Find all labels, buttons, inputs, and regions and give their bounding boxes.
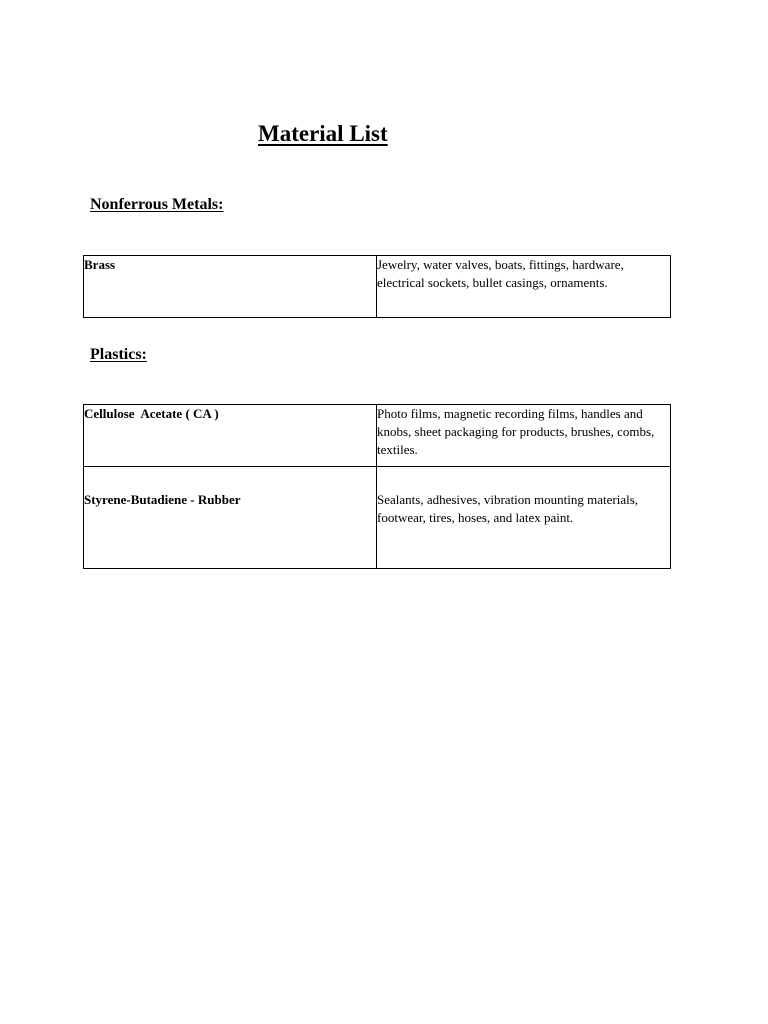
plastics-table <box>83 404 671 569</box>
section-heading-plastics: Plastics: <box>90 346 147 363</box>
document-title: Material List <box>258 121 388 146</box>
material-name-cell: Cellulose Acetate ( CA ) <box>84 405 377 467</box>
material-name-cell: Styrene-Butadiene - Rubber <box>84 467 377 569</box>
table-row <box>84 467 671 569</box>
table-row <box>84 256 671 318</box>
nonferrous-metals-table <box>83 255 671 318</box>
section-heading-nonferrous-metals: Nonferrous Metals: <box>90 196 224 213</box>
material-uses-cell: Photo films, magnetic recording films, handles and knobs, sheet packaging for products, brushes, combs, textiles. <box>377 405 671 467</box>
material-name-cell: Brass <box>84 256 377 318</box>
material-uses-cell: Jewelry, water valves, boats, fittings, hardware, electrical sockets, bullet casings, ornaments. <box>377 256 671 318</box>
material-uses-cell: Sealants, adhesives, vibration mounting materials, footwear, tires, hoses, and latex paint. <box>377 467 671 569</box>
table-row <box>84 405 671 467</box>
